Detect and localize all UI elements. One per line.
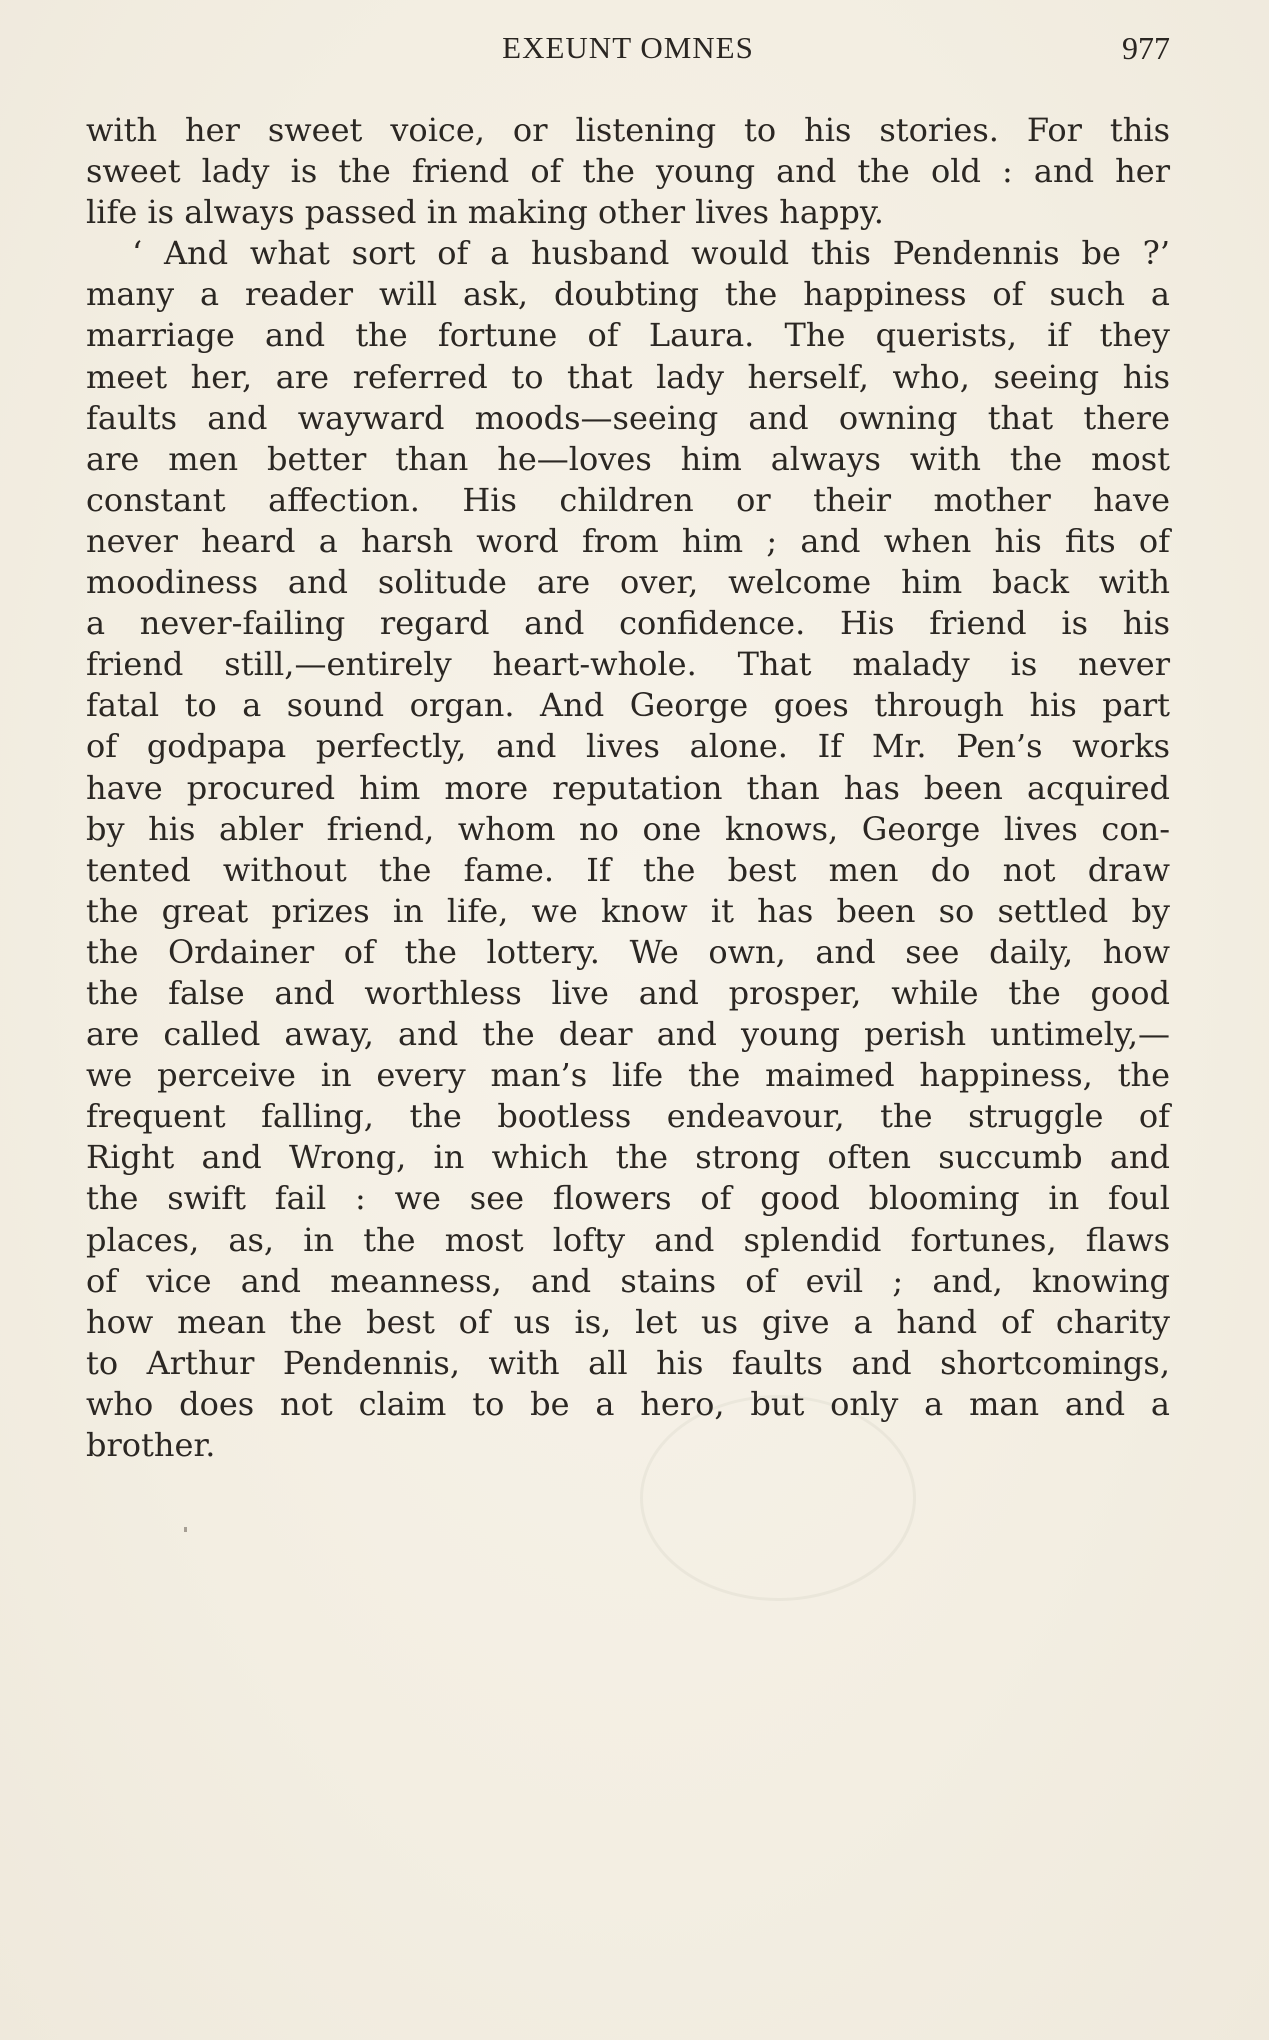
text-line: the great prizes in life, we know it has been so settled by [86,891,1170,930]
text-line: by his abler friend, whom no one knows, George lives con- [86,809,1170,848]
text-line: tented without the fame. If the best men do not draw [86,850,1170,889]
text-line: never heard a harsh word from him ; and when his fits of [86,521,1170,560]
text-line: to Arthur Pendennis, with all his faults and shortcomings, [86,1343,1170,1382]
text-line: Right and Wrong, in which the strong often succumb and [86,1138,1170,1177]
text-line: how mean the best of us is, let us give a hand of charity [86,1302,1170,1341]
text-line: of godpapa perfectly, and lives alone. If Mr. Pen’s works [86,727,1170,766]
text-line: the false and worthless live and prosper, while the good [86,973,1170,1012]
text-line: are men better than he—loves him always with the most [86,439,1170,478]
text-line: are called away, and the dear and young perish untimely,— [86,1015,1170,1054]
page-header [86,24,1170,74]
text-line: constant affection. His children or their mother have [86,480,1170,519]
text-line: fatal to a sound organ. And George goes through his part [86,686,1170,725]
running-head: EXEUNT OMNES [502,30,754,65]
text-line: life is always passed in making other lives happy. [86,193,884,232]
text-line: moodiness and solitude are over, welcome him back with [86,563,1170,602]
text-line: we perceive in every man’s life the maimed happiness, the [86,1056,1170,1095]
text-line: a never-failing regard and confidence. His friend is his [86,604,1170,643]
text-line: with her sweet voice, or listening to his stories. For this [86,111,1170,149]
text-line: sweet lady is the friend of the young and the old : and her [86,152,1170,191]
text-line: places, as, in the most lofty and splendid fortunes, flaws [86,1220,1170,1259]
text-line: faults and wayward moods—seeing and owning that there [86,398,1170,437]
text-line: friend still,—entirely heart-whole. That malady is never [86,645,1170,684]
text-line: ‘ And what sort of a husband would this Pendennis be ?’ [132,234,1170,273]
text-line: who does not claim to be a hero, but only a man and a [86,1384,1170,1423]
text-line: frequent falling, the bootless endeavour, the struggle of [86,1097,1170,1136]
text-line: the swift fail : we see flowers of good blooming in foul [86,1179,1170,1218]
text-line: of vice and meanness, and stains of evil ; and, knowing [86,1261,1170,1300]
text-line: the Ordainer of the lottery. We own, and see daily, how [86,932,1170,971]
text-line: many a reader will ask, doubting the happiness of such a [86,275,1170,314]
text-line: meet her, are referred to that lady herself, who, seeing his [86,357,1170,396]
text-line: have procured him more reputation than has been acquired [86,768,1170,807]
paper-speck [184,1527,187,1532]
page-number: 977 [1122,30,1170,66]
text-line: marriage and the fortune of Laura. The querists, if they [86,316,1170,355]
text-line: brother. [86,1426,216,1464]
body-text [86,110,1170,1466]
